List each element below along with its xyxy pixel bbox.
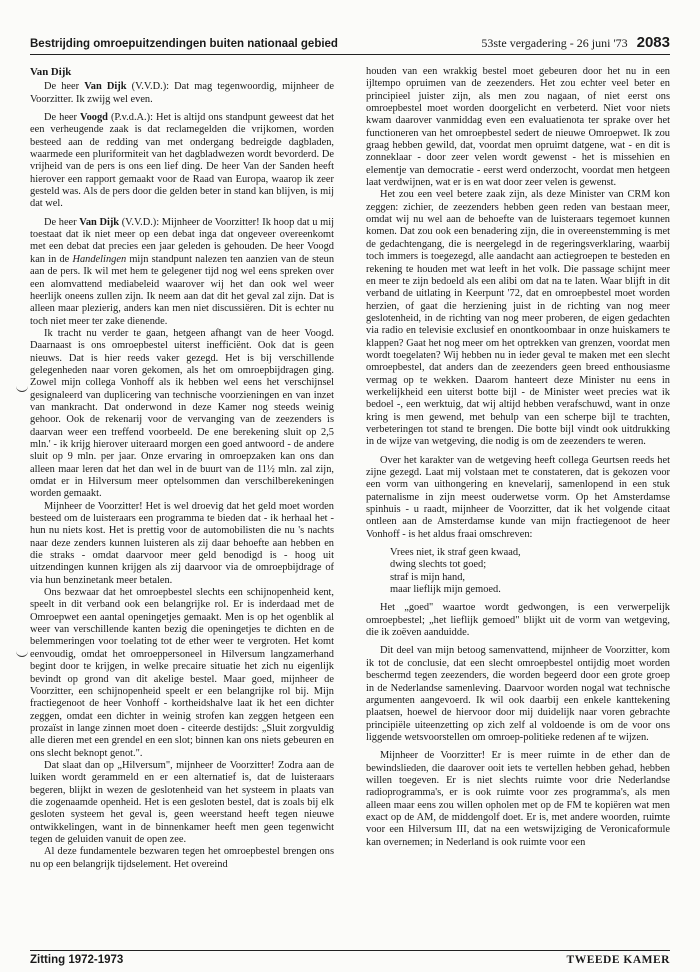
paragraph: Over het karakter van de wetgeving heeft collega Geurtsen reeds het zijne gezegd. Laat mij volstaan met te constateren, dat is gekozen voor een vorm van uithongering en knevelarij, samenlopend in een stuk paternalisme in zijn meest ouderwetse vorm. Op het Amsterdamse spinhuis - u raadt, mijnheer de Voorzitter, dat ik het volgende citaat ontleen aan de Amsterdamse kunde van mijn fractiegenoot de heer Vonhoff - is het aldus fraai omschreven: bbox=[366, 454, 670, 540]
left-column bbox=[30, 66, 334, 871]
paragraph: Mijnheer de Voorzitter! Het is wel droevig dat het geld moet worden besteed om de luisteraars een programma te bieden dat - ik herhaal het - hun nu niets kost. Het is prettig voor de automobilisten die nu 's nachts naar deze zenders kunnen luisteren als zij daar behoefte aan hebben en die straks - omdat daarvoor meer geld benodigd is - hoog uit uitzendingen kunnen krijgen als zij daarvoor via de omroepbijdrage of via hun benzinetank meer betalen. bbox=[30, 500, 334, 586]
paragraph: houden van een wrakkig bestel moet gebeuren door het nu in een ijltempo opruimen van de zeezenders. Het zou echter veel beter en principieel juister zijn, als men zou nagaan, of niet eerst ons omroepbestel moet worden doorgelicht en verbeterd. Niet voor niets kwam daarover vanmiddag even een evaluatienota ter sprake over het functioneren van het omroepbestel sedert de nieuwe Omroepwet. Ik zou graag hebben gewild, dat, voordat men opruimt datgene, wat - en dit is zonneklaar - door zeer velen wordt gewenst - het is missehien en elementje van democratie - eerst werd onderzocht, voordat men hetgeen laat verdwijnen, wat er is en wat door zeer velen is gewenst. bbox=[366, 66, 670, 189]
page-footer bbox=[30, 950, 670, 966]
session-label: Zitting 1972-1973 bbox=[30, 954, 124, 966]
margin-mark bbox=[16, 385, 28, 392]
paragraph: De heer Van Dijk (V.V.D.): Mijnheer de Voorzitter! Ik hoop dat u mij toestaat dat ik niet meer op een debat inga dat ongeveer overeenkomt met een debat dat precies een jaar geleden is gehouden. De heer Voogd kan in de Handelingen mijn standpunt nalezen ten aanzien van de steun aan de pers. Ik wil met hem te gelegener tijd nog wel eens spreken over een alomvattend mediabeleid waarover wij het dan ook wel weer heerlijk oneens zullen zijn. Ik neem aan dat dit het geval zal zijn. Dat is alleen maar plezierig, anders kan men niet discussiëren. Dit is echter nu toch niet meer ter zake dienende. bbox=[30, 216, 335, 327]
page-number: 2083 bbox=[636, 34, 670, 51]
quoted-poem bbox=[390, 547, 670, 596]
right-column bbox=[366, 66, 670, 849]
speaker-name: Voogd bbox=[80, 112, 108, 124]
paragraph: Het zou een veel betere zaak zijn, als deze Minister van CRM kon zeggen: zichier, de zeezenders hebben geen reden van bestaan meer, omdat wij nu wel aan de behoefte van de luisteraars tegemoet kunnen komen. Dat zou ook een benadering zijn, die in overeenstemming is met de gedachtengang, die is neergelegd in de regeringsverklaring, waarbij toch immers is toegezegd, alle aandacht aan actiegroepen te besteden en rekening te houden met wat leeft in het volk. Die passage schijnt meer en meer te zijn bedoeld als een alibi om dat na te laten. Waar blijft in dit verband de uitlating in Keerpunt '72, dat en omroepbestel moet worden herzien, of gaat die herziening juist in de richting van nog meer geslotenheid, in de richting van nog meer proberen, de eigen gedachten via radio en televisie exclusief en onontkoombaar in onze huiskamers te klappen? Gaat het nog meer om het optrekken van grenzen, voordat men wordt toegelaten? Wij hebben nu in ieder geval te maken met een slecht omroepbestel, dat anders dan de zeezenders geen breed enthousiasme vermag op te wekken. Daarom hanteert deze Minister nu eens in werkelijkheid een uiterst botte bijl - de Minister weet precies wat ik bedoel -, een werktuig, dat wij altijd hebben verafschuwd, want in onze kring is men gewend, met behulp van een scherpe bijl te trachten, verbeteringen tot stand te brengen. Die botte bijl vindt ook uitdrukking in de wijze van wetgeving, die nodig is om de zeezenders te weren. bbox=[366, 189, 670, 448]
paragraph: De heer Van Dijk (V.V.D.): Dat mag tegenwoordig, mijnheer de Voorzitter. Ik zwijg wel even. bbox=[30, 81, 334, 105]
poem-line: dwing slechts tot goed; bbox=[390, 559, 487, 571]
poem-line: maar lieflijk mijn gemoed. bbox=[390, 584, 501, 596]
meeting-date: 53ste vergadering - 26 juni '73 bbox=[481, 36, 628, 50]
paragraph: Ik tracht nu verder te gaan, hetgeen afhangt van de heer Voogd. Daarnaast is ons omroepbestel uiterst inefficiënt. Ook dat is geen nieuws. Dat is hier reeds vaker gezegd. Het is bij verschillende gelegenheden naar voren gekomen, als het om omroepbijdragen ging. Zowel mijn collega Vonhoff als ik hebben wel eens het verschijnsel gesignaleerd van duplicering van technische voorzieningen en van inzet van mankracht. Dat onderwond in deze Kamer nog steeds weinig gehoor. Ook de rekenarij voor de vervanging van de zeezenders is daarvan weer een treffend voorbeeld. De ene berekening sluit op 2,5 mln.' - ik krijg hierover uiteraard morgen een goed antwoord - de andere sluit op 9 mln. per jaar. Onze ervaring in omroepzaken kan ons dan alleen maar leren dat het dan wel in de buurt van de 11½ mln. zal zijn, omdat er in Hilversum meer optelsommen dan verschilberekeningen worden gemaakt. bbox=[30, 327, 334, 500]
chamber-label: TWEEDE KAMER bbox=[566, 954, 670, 966]
speaker-heading: Van Dijk bbox=[30, 66, 72, 78]
page-header bbox=[30, 34, 670, 55]
speaker-name: Van Dijk bbox=[79, 216, 120, 228]
paragraph: De heer Voogd (P.v.d.A.): Het is altijd ons standpunt geweest dat het een verheugende zaak is dat reclamegelden die vrijkomen, worden besteed aan de redding van met ondergang bedreigde dagbladen, waarmede een pluriformiteit van het dagbladwezen wordt bevorderd. De vrijheid van de pers is ons een lief ding. De heer Van der Sanden heeft hierover een rapport gemaakt voor de Raad van Europa, waarop ik zeer gesteld was. Als de pers door die gelden beter in stand kan blijven, is mij dat wel. bbox=[30, 112, 334, 210]
speaker-name: Van Dijk bbox=[84, 81, 127, 93]
poem-line: Vrees niet, ik straf geen kwaad, bbox=[390, 547, 521, 559]
paragraph: Al deze fundamentele bezwaren tegen het omroepbestel brengen ons nu op een belangrijk tijdselement. Het overeind bbox=[30, 846, 334, 870]
italic-term: Handelingen bbox=[72, 253, 127, 265]
paragraph: Dat slaat dan op „Hilversum", mijnheer de Voorzitter! Zodra aan de luiken wordt gerammeld en er een alternatief is, dat de luisteraars begeren, blijkt in wezen de geslotenheid van het systeem in plaats van die zogenaamde openheid. Het is een gesloten bestel, dat is zoals bij elk gesloten systeem het geval is, geen weerstand heeft tegen nieuwe ontwikkelingen, want in de binnenkamer heeft men geen tegenwicht tegen de geluiden vanuit de open zee. bbox=[30, 759, 334, 845]
paragraph: Ons bezwaar dat het omroepbestel slechts een schijnopenheid kent, speelt in dit verband ook een belangrijke rol. Er is inderdaad met de Omroepwet een aantal openingetjes gemaakt. Men is op het ogenblik al weer van verschillende kanten bezig die openingetjes te dichten en de belemmeringen voor toelating tot de ether weer te vergroten. Het komt eenvoudig, omdat het omroeppersoneel in Hilversum langzamerhand begint door te krijgen, in welke precaire situatie het zich nu eigenlijk bevindt op grond van dit akelige bestel. Maar goed, mijnheer de Voorzitter, een schijnopenheid speelt er een belangrijke rol bij. Mijn fractiegenoot de heer Vonhoff - kortheidshalve laat ik het een dichter zeggen, omdat een dichter in weinig strofen kan zeggen hetgeen een prozaïst in lange zinnen moet doen - citeerde destijds: „Sluit zorgvuldig alle dieren met een grendel en een slot; binnen kan ons niets gebeuren en ons slecht beknopt genot.". bbox=[30, 587, 334, 759]
paragraph: Dit deel van mijn betoog samenvattend, mijnheer de Voorzitter, kom ik tot de conclusie, dat een slecht omroepbestel ontijdig moet worden beschermd tegen zeezenders, die worden begeerd door een grote groep in de Nederlandse samenleving. Daarvoor worden nogal wat technische argumenten aangevoerd. Ik wil ook daarbij een enkele kanttekening plaatsen, hoewel de hiervoor door mij duidelijk naar voren gebrachte principiële uiteenzetting op zich zelf al voldoende is om de voor ons liggende wetsvoorstellen om omroep-politieke redenen af te wijzen. bbox=[366, 645, 670, 743]
margin-mark bbox=[16, 650, 28, 657]
paragraph: Het „goed" waartoe wordt gedwongen, is een verwerpelijk omroepbestel; „het lieflijk gemoed" blijkt uit de vorm van wetgeving, die ik zoëven aanduidde. bbox=[366, 602, 670, 639]
header-right bbox=[481, 34, 670, 51]
paragraph: Mijnheer de Voorzitter! Er is meer ruimte in de ether dan de bewindslieden, die daarover ooit iets te vertellen hebben gehad, hebben willen toegeven. Er is niet slechts ruimte voor drie Nederlandse radioprogramma's, er is ook ruimte voor zes programma's, als men alleen maar eens zou willen opholen met op de FM te kopiëren wat men exact op de AM, de middengolf doet. Er is, met andere woorden, ruimte voor een Hilversum III, dat na een wetswijziging de Veronicaformule kan overnemen; in Nederland is ook ruimte voor een bbox=[366, 750, 670, 848]
poem-line: straf is mijn hand, bbox=[390, 571, 466, 583]
running-title: Bestrijding omroepuitzendingen buiten nationaal gebied bbox=[30, 38, 338, 50]
